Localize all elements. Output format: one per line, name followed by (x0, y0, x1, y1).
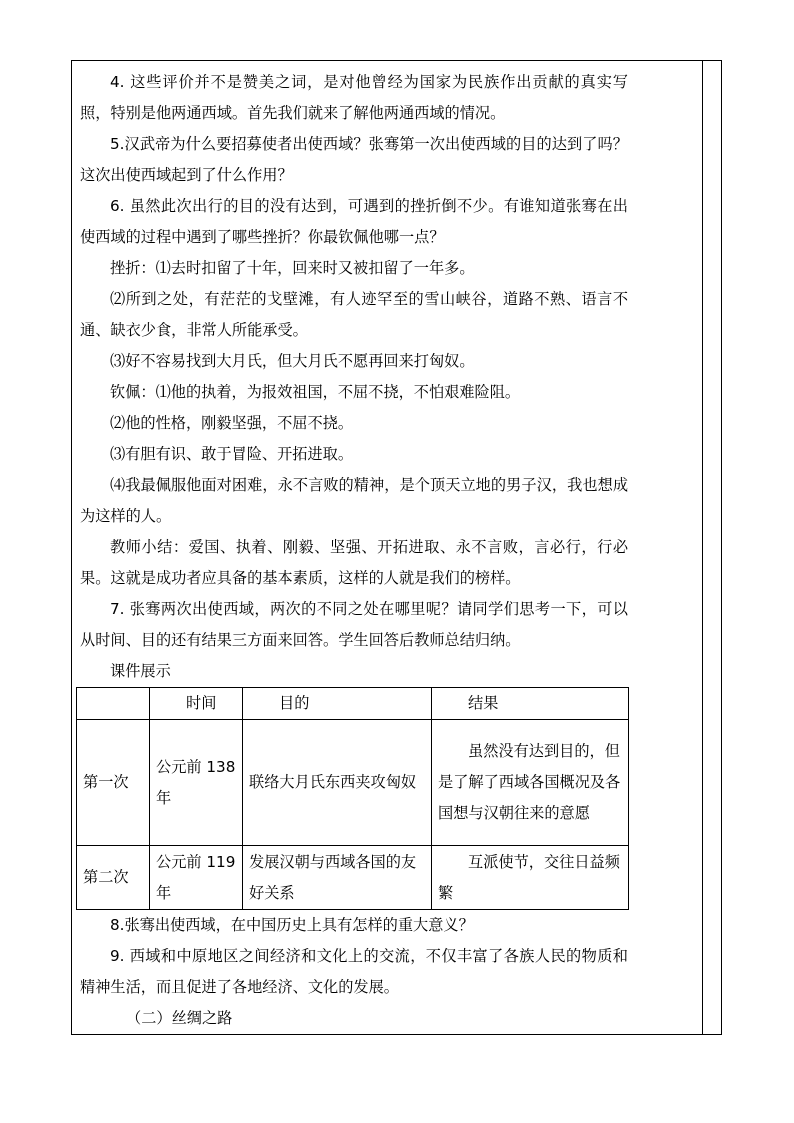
table-row (77, 720, 629, 846)
table-header-row (77, 688, 629, 720)
row-label-second: 第二次 (77, 846, 150, 910)
paragraph-6: 6. 虽然此次出行的目的没有达到，可遇到的挫折倒不少。有谁知道张骞在出使西域的过程中遇到了哪些挫折？你最钦佩他哪一点？ (80, 197, 628, 246)
paragraph-9: 9. 西域和中原地区之间经济和文化上的交流，不仅丰富了各族人民的物质和精神生活，而且促进了各地经济、文化的发展。 (80, 947, 628, 996)
header-goal: 目的 (243, 688, 432, 720)
row-goal-second: 发展汉朝与西域各国的友好关系 (243, 846, 432, 910)
admire-2: ⑵他的性格，刚毅坚强，不屈不挠。 (110, 414, 353, 432)
admire-4: ⑷我最佩服他面对困难，永不言败的精神，是个顶天立地的男子汉，我也想成为这样的人。 (80, 476, 628, 525)
column-divider (702, 61, 703, 1034)
header-cell-empty (77, 688, 150, 720)
comparison-table (76, 687, 629, 910)
admire-1: 钦佩：⑴他的执着，为报效祖国，不屈不挠，不怕艰难险阻。 (110, 383, 521, 401)
lesson-plan-frame (71, 60, 722, 1035)
setback-1: 挫折：⑴去时扣留了十年，回来时又被扣留了一年多。 (110, 259, 475, 277)
lesson-content (80, 67, 628, 1034)
paragraph-8: 8.张骞出使西域，在中国历史上具有怎样的重大意义？ (110, 916, 474, 934)
row-time-first: 公元前 138 年 (150, 720, 243, 846)
table-row (77, 846, 629, 910)
setback-2: ⑵所到之处，有茫茫的戈壁滩，有人迹罕至的雪山峡谷，道路不熟、语言不通、缺衣少食，非常人所能承受。 (80, 290, 628, 339)
header-time: 时间 (150, 688, 243, 720)
row-time-second: 公元前 119 年 (150, 846, 243, 910)
admire-3: ⑶有胆有识、敢于冒险、开拓进取。 (110, 445, 353, 463)
paragraph-7: 7. 张骞两次出使西域，两次的不同之处在哪里呢？请同学们思考一下，可以从时间、目的还有结果三方面来回答。学生回答后教师总结归纳。 (80, 600, 628, 649)
paragraph-5: 5.汉武帝为什么要招募使者出使西域？张骞第一次出使西域的目的达到了吗？ 这次出使西域起到了什么作用？ (80, 135, 628, 184)
header-result: 结果 (432, 688, 629, 720)
row-label-first: 第一次 (77, 720, 150, 846)
setback-3: ⑶好不容易找到大月氏，但大月氏不愿再回来打匈奴。 (110, 352, 475, 370)
paragraph-4: 4. 这些评价并不是赞美之词，是对他曾经为国家为民族作出贡献的真实写照，特别是他两通西域。首先我们就来了解他两通西域的情况。 (80, 73, 628, 122)
row-result-second: 互派使节，交往日益频繁 (432, 846, 629, 910)
courseware-label: 课件展示 (110, 662, 171, 680)
teacher-summary: 教师小结：爱国、执着、刚毅、坚强、开拓进取、永不言败，言必行，行必果。这就是成功者应具备的基本素质，这样的人就是我们的榜样。 (80, 538, 628, 587)
row-goal-first: 联络大月氏东西夹攻匈奴 (243, 720, 432, 846)
row-result-first: 虽然没有达到目的，但是了解了西域各国概况及各国想与汉朝往来的意愿 (432, 720, 629, 846)
section-heading-silk-road: （二）丝绸之路 (126, 1009, 233, 1027)
